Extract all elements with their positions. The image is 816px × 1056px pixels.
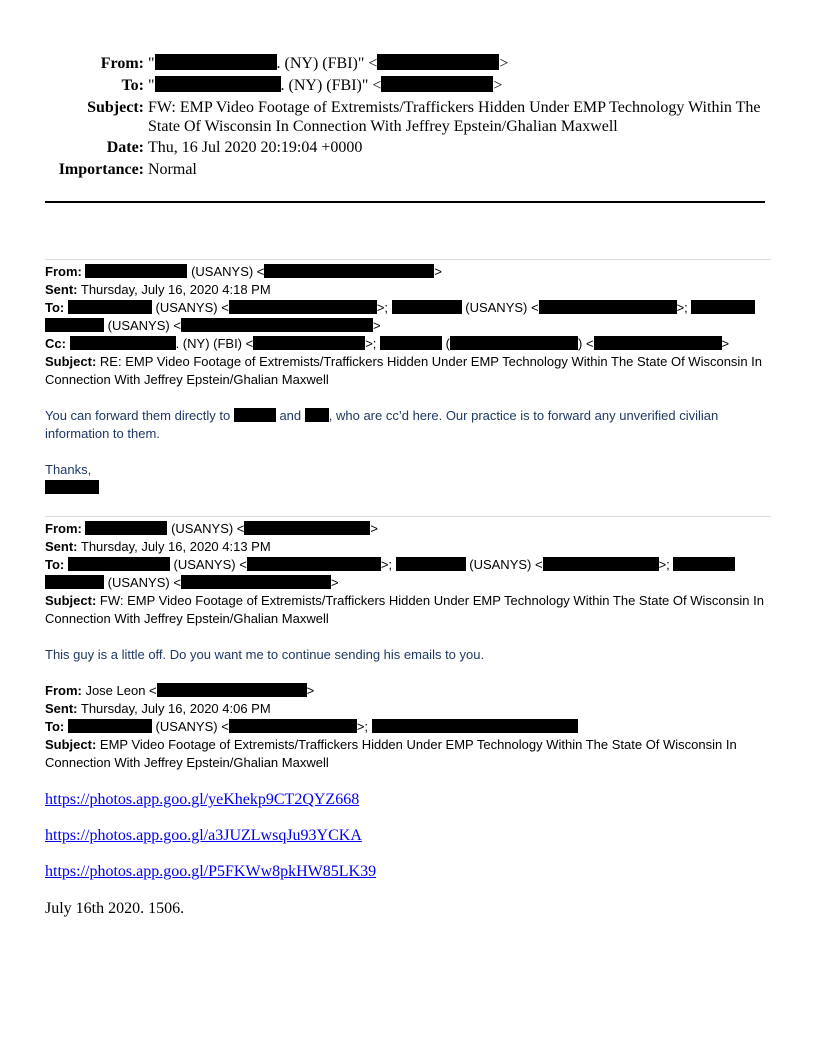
redaction (377, 54, 499, 70)
redaction (234, 408, 276, 422)
msg2-subject-line: Subject: FW: EMP Video Footage of Extremists/Traffickers Hidden Under EMP Technology Within The State Of Wisconsin In Connection With Jeffrey Epstein/Ghalian Maxwell (45, 593, 764, 626)
photo-link-3[interactable]: https://photos.app.goo.gl/P5FKWw8pkHW85LK39 (45, 863, 377, 880)
redaction (264, 264, 434, 278)
msg3-subject-line: Subject: EMP Video Footage of Extremists/Traffickers Hidden Under EMP Technology Within The State Of Wisconsin In Connection With Jeffrey Epstein/Ghalian Maxwell (45, 737, 737, 770)
header-date-label: Date: (106, 139, 144, 156)
redaction (85, 264, 187, 278)
msg3-from-line: From: Jose Leon < > (45, 683, 315, 698)
redaction (45, 480, 99, 494)
header-date-value: Thu, 16 Jul 2020 20:19:04 +0000 (148, 139, 363, 156)
redaction (543, 557, 659, 571)
msg2-to-line-2: (USANYS) < > (45, 574, 775, 592)
message-3 (45, 682, 775, 772)
photo-link-1[interactable]: https://photos.app.goo.gl/yeKhekp9CT2QYZ668 (45, 791, 360, 808)
closing-date: July 16th 2020. 1506. (45, 900, 185, 917)
redaction (68, 557, 170, 571)
redaction (45, 575, 104, 589)
msg2-from-line: From: (USANYS) < > (45, 521, 378, 536)
message-divider (45, 516, 771, 517)
msg1-signature (45, 479, 775, 497)
redaction (181, 575, 331, 589)
redaction (157, 683, 307, 697)
msg1-from-line: From: (USANYS) < > (45, 264, 442, 279)
message-divider (45, 259, 771, 260)
redaction (305, 408, 329, 422)
redaction (372, 719, 578, 733)
redaction (392, 300, 462, 314)
msg1-to-line: To: (USANYS) < >; (USANYS) < >; (45, 299, 775, 317)
msg1-subject-line: Subject: RE: EMP Video Footage of Extremists/Traffickers Hidden Under EMP Technology Within The State Of Wisconsin In Connection With Jeffrey Epstein/Ghalian Maxwell (45, 354, 763, 387)
msg1-body: You can forward them directly to and , who are cc’d here. Our practice is to forward any unverified civilian information to them. (45, 408, 719, 441)
header-subject-label: Subject: (87, 99, 144, 116)
header-from-label: From: (100, 55, 144, 72)
message-2 (45, 520, 775, 664)
redaction (253, 336, 365, 350)
redaction (68, 300, 152, 314)
redaction (85, 521, 167, 535)
msg1-to-line-2: (USANYS) < > (45, 317, 775, 335)
redaction (381, 76, 493, 92)
header-importance-value: Normal (148, 161, 197, 178)
redaction (45, 318, 104, 332)
redaction (155, 76, 281, 92)
header-to-label: To: (121, 77, 144, 94)
msg2-body: This guy is a little off. Do you want me to continue sending his emails to you. (45, 647, 485, 662)
msg2-sent-line: Sent: Thursday, July 16, 2020 4:13 PM (45, 539, 271, 554)
redaction (450, 336, 578, 350)
photo-link-2[interactable]: https://photos.app.goo.gl/a3JUZLwsqJu93YCKA (45, 827, 362, 844)
redaction (229, 719, 357, 733)
redaction (594, 336, 722, 350)
redaction (396, 557, 466, 571)
header-subject-value: FW: EMP Video Footage of Extremists/Traffickers Hidden Under EMP Technology Within The State Of Wisconsin In Connection With Jeffrey Epstein/Ghalian Maxwell (148, 99, 761, 135)
redaction (247, 557, 381, 571)
redaction (244, 521, 370, 535)
msg1-cc-line: Cc: . (NY) (FBI) < >; ( ) < > (45, 336, 730, 351)
header-importance-label: Importance: (58, 161, 144, 178)
redaction (380, 336, 442, 350)
redaction (70, 336, 176, 350)
redaction (539, 300, 677, 314)
msg2-to-line: To: (USANYS) < >; (USANYS) < >; (45, 556, 775, 574)
message-1 (45, 263, 775, 497)
msg1-sent-line: Sent: Thursday, July 16, 2020 4:18 PM (45, 282, 271, 297)
msg1-thanks: Thanks, (45, 462, 92, 477)
redaction (691, 300, 755, 314)
msg3-sent-line: Sent: Thursday, July 16, 2020 4:06 PM (45, 701, 271, 716)
msg3-to-line: To: (USANYS) < >; (45, 718, 775, 736)
header-divider (45, 201, 765, 203)
redaction (68, 719, 152, 733)
redaction (181, 318, 373, 332)
redaction (155, 54, 277, 70)
redaction (229, 300, 377, 314)
redaction (673, 557, 735, 571)
